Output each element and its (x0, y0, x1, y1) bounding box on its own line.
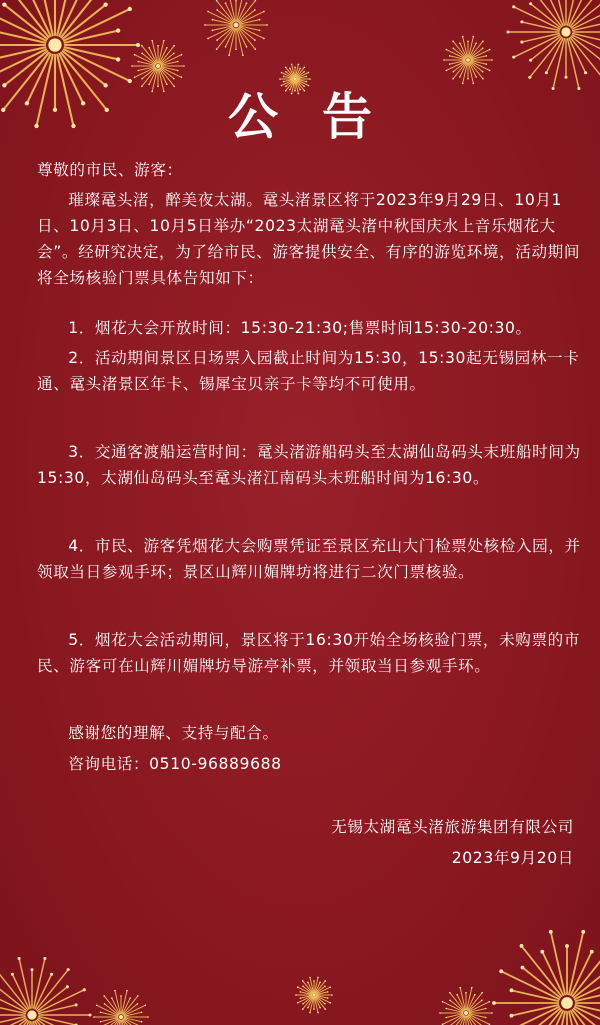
notice-item-2: 2．活动期间景区日场票入园截止时间为15:30，15:30起无锡园林一卡通、鼋头渚景区年卡、锡犀宝贝亲子卡等均不可使用。 (37, 349, 580, 393)
firework-decoration-bottom-right (492, 928, 600, 1025)
firework-decoration-bottom-left (0, 955, 92, 1025)
firework-decoration-bottom-left-small (92, 988, 150, 1025)
notice-item-1: 1．烟花大会开放时间：15:30-21:30;售票时间15:30-20:30。 (68, 319, 532, 337)
firework-decoration-top-center (203, 0, 269, 58)
salutation: 尊敬的市民、游客： (37, 161, 183, 179)
firework-decoration-top-right (506, 0, 600, 92)
notice-item-3: 3．交通客渡船运营时间：鼋头渚游船码头至太湖仙岛码头末班船时间为15:30，太湖仙岛码头至鼋头渚江南码头末班船时间为16:30。 (37, 443, 581, 487)
firework-decoration-top-right-small (442, 34, 494, 86)
thanks-line: 感谢您的理解、支持与配合。 (68, 724, 279, 742)
firework-decoration-bottom-center (294, 975, 334, 1015)
notice-item-5: 5．烟花大会活动期间，景区将于16:30开始全场核验门票，未购票的市民、游客可在山辉川媚牌坊导游亭补票，并领取当日参观手环。 (37, 631, 581, 675)
notice-item-4: 4．市民、游客凭烟花大会购票凭证至景区充山大门检票处核检入园，并领取当日参观手环；景区山辉川媚牌坊将进行二次门票核验。 (37, 537, 581, 581)
company-name: 无锡太湖鼋头渚旅游集团有限公司 (331, 818, 574, 836)
issue-date: 2023年9月20日 (451, 849, 574, 867)
page-title: 公告 (228, 88, 416, 146)
contact-phone: 咨询电话：0510-96889688 (68, 755, 282, 773)
firework-decoration-bottom-right-small (438, 985, 494, 1025)
intro-paragraph: 璀璨鼋头渚，醉美夜太湖。鼋头渚景区将于2023年9月29日、10月1日、10月3日、10月5日举办“2023太湖鼋头渚中秋国庆水上音乐烟花大会”。经研究决定，为了给市民、游客提供安全、有序的游览环境，活动期间将全场核验门票具体告知如下： (37, 191, 581, 287)
